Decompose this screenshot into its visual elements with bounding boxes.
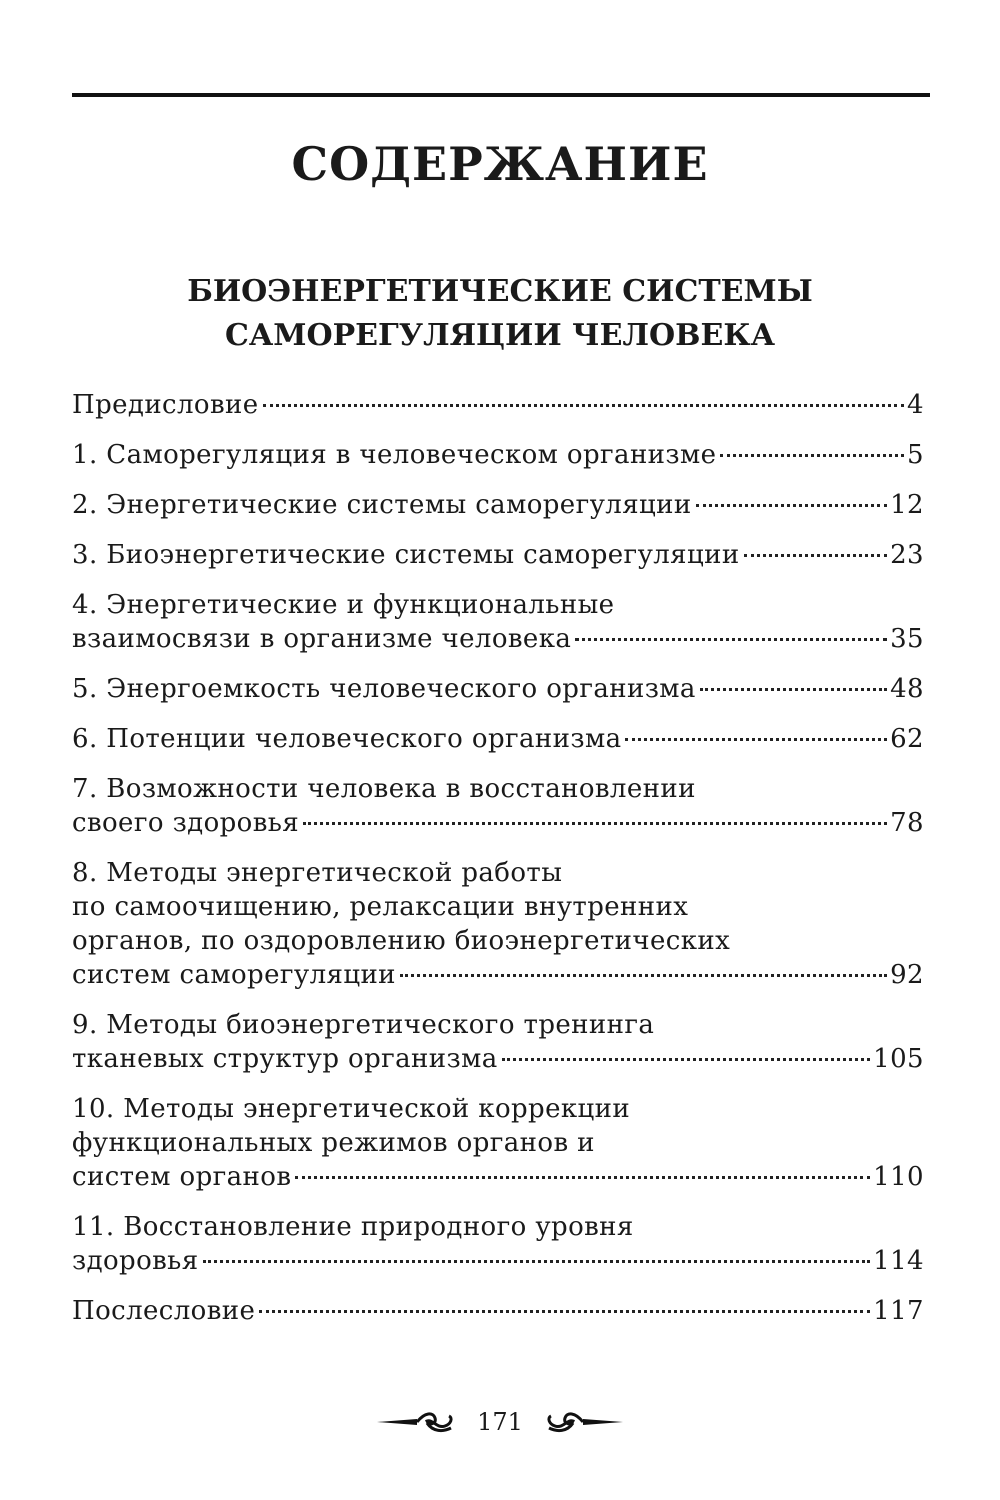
toc-entry-line (72, 488, 924, 522)
toc-entry[interactable] (72, 488, 924, 522)
toc-page-number: 114 (873, 1246, 924, 1276)
toc-page-number: 62 (890, 724, 924, 754)
toc-entry[interactable] (72, 388, 924, 422)
dot-leader (744, 554, 888, 557)
toc-entry-line (72, 1294, 924, 1328)
toc-entry-title: органов, по оздоровлению биоэнергетических (72, 926, 731, 956)
dot-leader (263, 404, 905, 407)
toc-entry-line (72, 672, 924, 706)
toc-entry[interactable] (72, 588, 924, 656)
toc-page-number: 48 (890, 674, 924, 704)
toc-entry-title: 3. Биоэнергетические системы саморегуляции (72, 540, 740, 570)
toc-page-number: 4 (907, 390, 924, 420)
dot-leader (203, 1260, 871, 1263)
toc-entry[interactable] (72, 1210, 924, 1278)
page-title: СОДЕРЖАНИЕ (291, 137, 709, 191)
toc-entry-line (72, 1244, 924, 1278)
toc-entry-title: 8. Методы энергетической работы (72, 858, 563, 888)
toc-entry-title: взаимосвязи в организме человека (72, 624, 572, 654)
toc-page-number: 105 (873, 1044, 924, 1074)
toc-entry-line (72, 438, 924, 472)
toc-page-number: 78 (890, 808, 924, 838)
toc-page-number: 110 (873, 1162, 924, 1192)
toc-page-number: 12 (890, 490, 924, 520)
dot-leader (700, 688, 887, 691)
dot-leader (295, 1176, 870, 1179)
dot-leader (720, 454, 904, 457)
toc-entry-line (72, 1092, 924, 1126)
toc-page-number: 23 (890, 540, 924, 570)
toc-entry-line (72, 1160, 924, 1194)
toc-entry[interactable] (72, 438, 924, 472)
toc-entry-title: 10. Методы энергетической коррекции (72, 1094, 631, 1124)
toc-page-number: 117 (873, 1296, 924, 1326)
toc-entry-title: 11. Восстановление природного уровня (72, 1212, 634, 1242)
right-ornament-icon (541, 1409, 623, 1435)
toc-entry[interactable] (72, 672, 924, 706)
section-title-line: САМОРЕГУЛЯЦИИ ЧЕЛОВЕКА (224, 318, 776, 353)
toc-entry[interactable] (72, 722, 924, 756)
toc-entry-title: 2. Энергетические системы саморегуляции (72, 490, 692, 520)
toc-page-number: 92 (890, 960, 924, 990)
toc-entry-line (72, 772, 924, 806)
section-title-line: БИОЭНЕРГЕТИЧЕСКИЕ СИСТЕМЫ (187, 274, 813, 309)
toc-entry-title: 7. Возможности человека в восстановлении (72, 774, 696, 804)
toc-entry-title: по самоочищению, релаксации внутренних (72, 892, 689, 922)
toc-entry[interactable] (72, 1294, 924, 1328)
dot-leader (502, 1058, 871, 1061)
toc-entry-title: 1. Саморегуляция в человеческом организме (72, 440, 717, 470)
page-number: 171 (477, 1408, 523, 1436)
toc-entry-title: тканевых структур организма (72, 1044, 498, 1074)
toc-entry-title: 4. Энергетические и функциональные (72, 590, 615, 620)
toc-entry-title: здоровья (72, 1246, 199, 1276)
section-title (0, 270, 1000, 358)
toc-entry-title: своего здоровья (72, 808, 300, 838)
dot-leader (259, 1310, 870, 1313)
toc-entry-title: 5. Энергоемкость человеческого организма (72, 674, 696, 704)
toc-entry[interactable] (72, 1092, 924, 1194)
left-ornament-icon (377, 1409, 459, 1435)
toc-page-number: 5 (907, 440, 924, 470)
toc-entry-line (72, 1126, 924, 1160)
toc-entry-title: функциональных режимов органов и (72, 1128, 595, 1158)
toc-entry-line (72, 388, 924, 422)
dot-leader (575, 638, 887, 641)
toc-entry[interactable] (72, 1008, 924, 1076)
toc-entry-line (72, 958, 924, 992)
toc-page-number: 35 (890, 624, 924, 654)
toc-entry-title: систем органов (72, 1162, 292, 1192)
dot-leader (303, 822, 887, 825)
toc-entry[interactable] (72, 538, 924, 572)
toc-entry-title: 6. Потенции человеческого организма (72, 724, 622, 754)
top-rule (72, 93, 930, 97)
toc-entry[interactable] (72, 856, 924, 992)
dot-leader (696, 504, 888, 507)
toc-entry-line (72, 806, 924, 840)
dot-leader (400, 974, 887, 977)
toc-entry-line (72, 924, 924, 958)
toc-entry-line (72, 1042, 924, 1076)
toc-entry-title: Предисловие (72, 390, 259, 420)
toc-entry-title: Послесловие (72, 1296, 256, 1326)
dot-leader (625, 738, 887, 741)
toc-entry-line (72, 890, 924, 924)
toc-entry-title: 9. Методы биоэнергетического тренинга (72, 1010, 655, 1040)
page-footer (0, 1408, 1000, 1436)
toc-entry-title: систем саморегуляции (72, 960, 396, 990)
toc-entry[interactable] (72, 772, 924, 840)
toc-entry-line (72, 722, 924, 756)
toc-entry-line (72, 622, 924, 656)
toc-entry-line (72, 1008, 924, 1042)
toc-entry-line (72, 588, 924, 622)
toc-entry-line (72, 1210, 924, 1244)
toc-entry-line (72, 856, 924, 890)
table-of-contents (72, 388, 924, 1344)
toc-entry-line (72, 538, 924, 572)
